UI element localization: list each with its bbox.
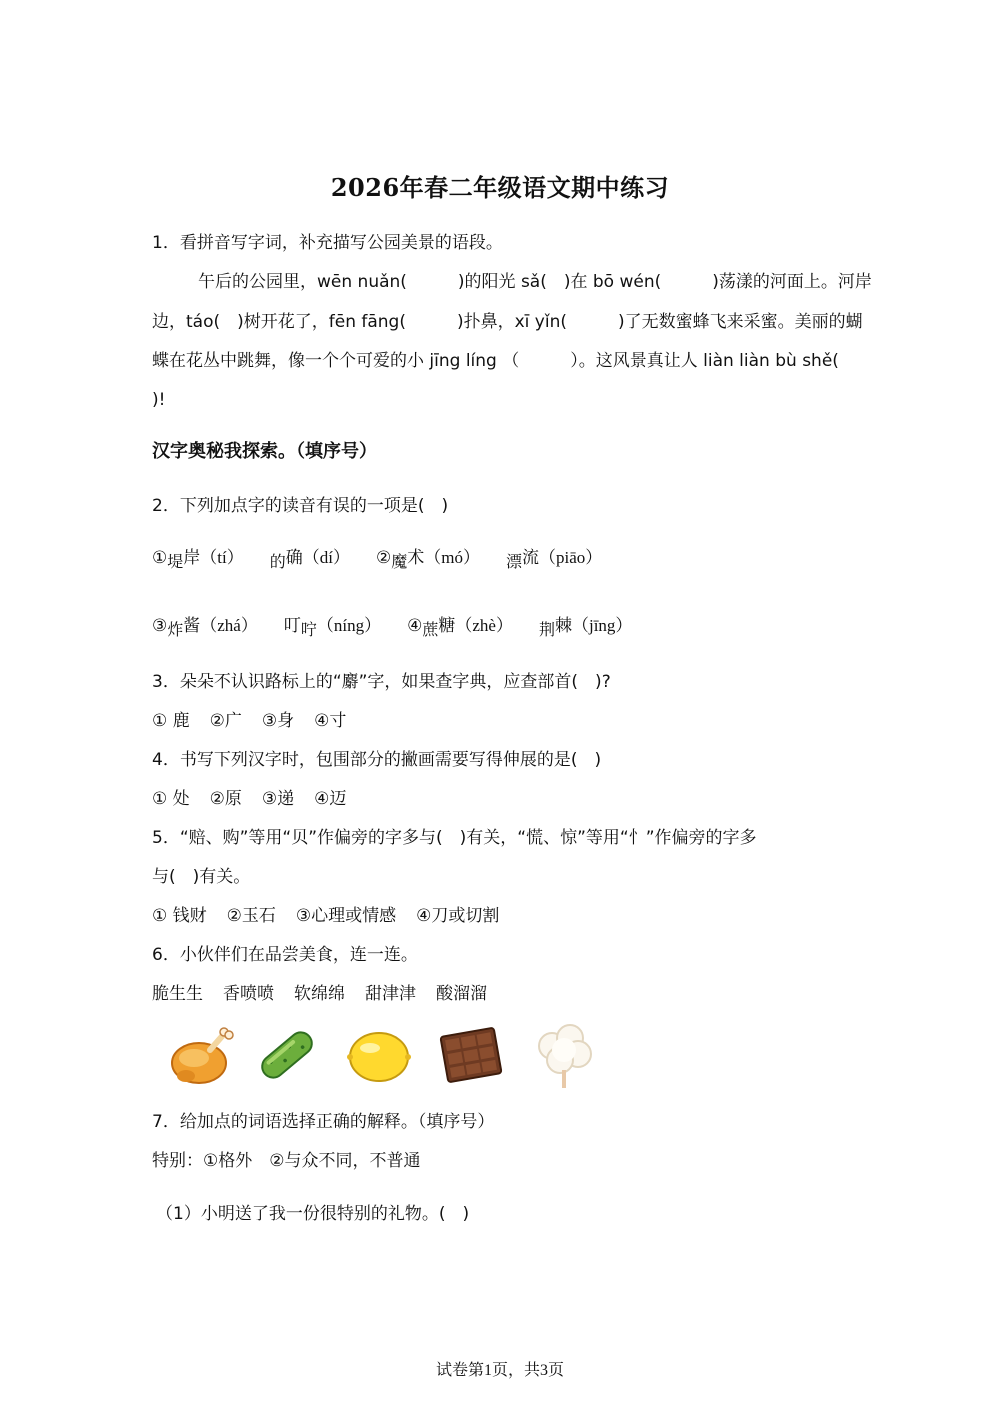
q2-opt-5-a: 炸 [167, 620, 184, 639]
roast-chicken-icon [166, 1020, 236, 1090]
q2-opt-7-b: 糖 [438, 616, 456, 636]
q4-option-3: ③递 [261, 789, 295, 809]
q2-opt-6-a: 叮 [283, 616, 301, 636]
q2-opt-3-a: 魔 [391, 552, 408, 571]
q5-line2: 与( )有关。 [152, 867, 251, 887]
q2-opt-4-b: 流 [521, 548, 539, 568]
q2-opt-5-py: （zhá） [200, 616, 258, 635]
q4-options [152, 787, 366, 811]
q2-opt-8-a: 荆 [538, 620, 555, 639]
q2-opt-3-num: ② [375, 548, 392, 568]
q1-line3: 蝶在花丛中跳舞，像一个个可爱的小 jīng líng （ ）。这风景真让人 liàn liàn bù shě( [152, 351, 839, 371]
q2-opt-2-b: 确 [285, 548, 303, 568]
q4-option-2: ②原 [209, 789, 242, 809]
q2-options-row-2 [152, 614, 632, 638]
q3-option-2: ②广 [209, 711, 242, 731]
q5-option-4: ④刀或切割 [416, 906, 500, 926]
cotton-candy-icon [530, 1020, 600, 1090]
q6-word-3: 软绵绵 [294, 984, 345, 1004]
q3-stem: 3．朵朵不认识路标上的“麝”字，如果查字典，应查部首( )? [152, 672, 611, 692]
q2-opt-7-py: （zhè） [455, 616, 513, 635]
page-title: 2026年春二年级语文期中练习 [330, 173, 670, 202]
q2-opt-1-num: ① [152, 548, 168, 568]
q5-option-3: ③心理或情感 [295, 906, 397, 926]
q2-opt-7-num: ④ [407, 616, 423, 636]
q2-opt-7-a: 蔗 [422, 620, 439, 639]
q6-words [152, 982, 507, 1006]
q6-word-5: 酸溜溜 [436, 984, 487, 1004]
q5-line1: 5．“赔、购”等用“贝”作偏旁的字多与( )有关，“慌、惊”等用“忄”作偏旁的字多 [152, 828, 757, 848]
q1-line2: 边，táo( )树开花了，fēn fāng( )扑鼻，xī yǐn( )了无数蜜蜂飞来采蜜。美丽的蝴 [152, 312, 863, 332]
q6-word-1: 脆生生 [152, 984, 203, 1004]
q2-opt-8-b: 棘 [554, 616, 572, 636]
q2-opt-4-a: 漂 [505, 552, 522, 571]
q2-options-row-1 [152, 546, 602, 570]
lemon-icon [344, 1020, 414, 1090]
q2-stem: 2．下列加点字的读音有误的一项是( ) [152, 496, 449, 516]
q2-opt-6-py: （níng） [316, 616, 382, 635]
q7-stem: 7．给加点的词语选择正确的解释。（填序号） [152, 1112, 495, 1132]
cucumber-icon [252, 1020, 322, 1090]
q6-word-2: 香喷喷 [223, 984, 274, 1004]
q5-option-1: ① 钱财 [152, 906, 207, 926]
q2-opt-2-a: 的 [269, 552, 286, 571]
page-footer: 试卷第1页，共3页 [435, 1362, 564, 1379]
q2-opt-2-py: （dí） [302, 548, 350, 567]
q2-opt-1-a: 堤 [167, 552, 184, 571]
q2-opt-3-py: （mó） [424, 548, 480, 567]
q6-stem: 6．小伙伴们在品尝美食，连一连。 [152, 945, 418, 965]
q1-line4: )! [152, 390, 166, 410]
q3-option-3: ③身 [261, 711, 295, 731]
section-heading: 汉字奥秘我探索。（填序号） [152, 441, 377, 462]
q7-definition: 特别：①格外 ②与众不同，不普通 [152, 1151, 421, 1171]
q3-option-4: ④寸 [314, 711, 347, 731]
q4-option-4: ④迈 [314, 789, 347, 809]
q5-option-2: ②玉石 [226, 906, 276, 926]
q2-opt-5-num: ③ [152, 616, 168, 636]
q2-opt-4-py: （piāo） [538, 548, 603, 567]
q1-stem: 1．看拼音写字词，补充描写公园美景的语段。 [152, 233, 503, 253]
q2-opt-1-b: 岸 [183, 548, 201, 568]
q3-options [152, 709, 366, 733]
chocolate-icon [436, 1020, 506, 1090]
q2-opt-5-b: 酱 [183, 616, 201, 636]
q2-opt-6-b: 咛 [300, 620, 317, 639]
q6-word-4: 甜津津 [365, 984, 416, 1004]
q3-option-1: ① 鹿 [152, 711, 190, 731]
q2-opt-8-py: （jīng） [571, 616, 633, 635]
q4-option-1: ① 处 [152, 789, 190, 809]
q2-opt-1-py: （tí） [200, 548, 244, 567]
q7-sub-1: （1）小明送了我一份很特别的礼物。( ) [156, 1204, 470, 1224]
q1-line1: 午后的公园里，wēn nuǎn( )的阳光 sǎ( )在 bō wén( )荡漾的河面上。河岸 [198, 272, 872, 292]
q5-options [152, 904, 519, 928]
q2-opt-3-b: 术 [407, 548, 425, 568]
q4-stem: 4．书写下列汉字时，包围部分的撇画需要写得伸展的是( ) [152, 750, 602, 770]
